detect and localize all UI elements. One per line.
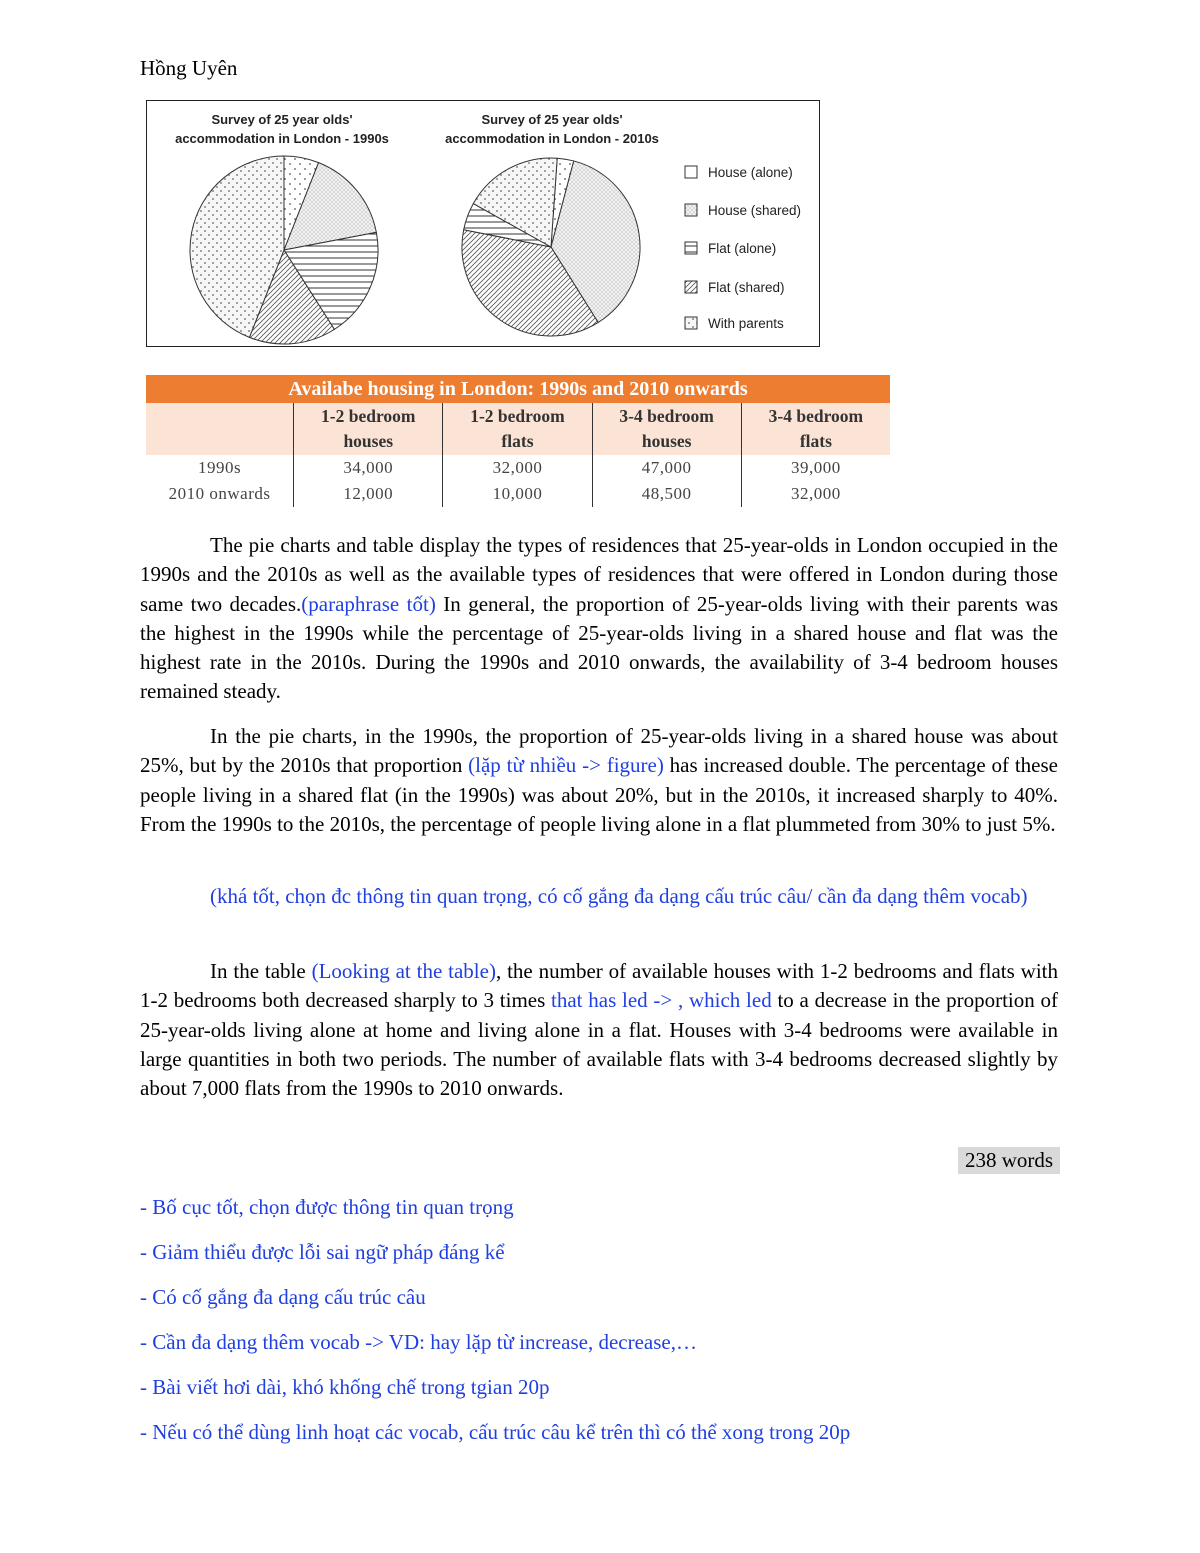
teacher-note: (paraphrase tốt) (301, 591, 436, 616)
table-header: 1-2 bedroom flats (443, 403, 592, 455)
pie-chart-2010s (462, 158, 640, 336)
table-cell: 47,000 (592, 455, 741, 481)
teacher-feedback: (khá tốt, chọn đc thông tin quan trọng, có cố gắng đa dạng cấu trúc câu/ cần đa dạng thêm vocab) (210, 884, 1028, 908)
legend-swatch-house-alone (685, 166, 697, 178)
essay-paragraph-3: In the table (Looking at the table), the number of available houses with 1-2 bedrooms and flats with 1-2 bedrooms both decreased sharply to 3 times that has led -> , which led to a decrease in the proportion of 25-year-olds living alone at home and living alone in a flat. Houses with 3-4 bedrooms were available in large quantities in both two periods. The number of available flats with 3-4 bedrooms decreased slightly by about 7,000 flats from the 1990s to 2010 onwards. (140, 959, 1058, 1101)
row-label: 1990s (198, 458, 242, 477)
legend-swatch-flat-alone (685, 242, 697, 254)
table-cell: 10,000 (443, 481, 592, 507)
table-row (146, 455, 890, 481)
table-cell: 32,000 (741, 481, 890, 507)
teacher-notes-list (140, 1190, 850, 1460)
legend-label: Flat (shared) (708, 280, 785, 295)
table-header: 3-4 bedroom houses (592, 403, 741, 455)
pie-chart-1990s (190, 156, 378, 344)
table-cell: 39,000 (741, 455, 890, 481)
table-cell: 12,000 (294, 481, 443, 507)
list-item: - Nếu có thể dùng linh hoạt các vocab, cấu trúc câu kể trên thì có thể xong trong 20p (140, 1420, 851, 1444)
legend-label: With parents (708, 316, 784, 331)
teacher-note: (lặp từ nhiều -> figure) (468, 753, 664, 778)
legend-label: Flat (alone) (708, 241, 777, 256)
table-row (146, 481, 890, 507)
list-item: - Bài viết hơi dài, khó khống chế trong tgian 20p (140, 1375, 550, 1399)
table-cell: 48,500 (592, 481, 741, 507)
pie2-title-line1: Survey of 25 year olds' (481, 112, 623, 127)
legend-label: House (alone) (708, 165, 793, 180)
word-count-badge: 238 words (958, 1147, 1060, 1174)
chart-legend (685, 165, 801, 331)
table-caption: Availabe housing in London: 1990s and 2010 onwards (146, 375, 890, 403)
list-item: - Cần đa dạng thêm vocab -> VD: hay lặp từ increase, decrease,… (140, 1330, 697, 1354)
pie1-title-line1: Survey of 25 year olds' (211, 112, 353, 127)
legend-swatch-house-shared (685, 204, 697, 216)
legend-swatch-with-parents (685, 317, 697, 329)
table-header: 3-4 bedroom flats (741, 403, 890, 455)
table-cell: 34,000 (294, 455, 443, 481)
list-item: - Có cố gắng đa dạng cấu trúc câu (140, 1285, 426, 1309)
essay-paragraph-1: The pie charts and table display the types of residences that 25-year-olds in London occupied in the 1990s and the 2010s as well as the available types of residences that were offered in London during those same two decades.(paraphrase tốt) In general, the proportion of 25-year-olds living with their parents was the highest in the 1990s while the percentage of 25-year-olds living in a shared house and flat was the highest rate in the 2010s. During the 1990s and 2010 onwards, the availability of 3-4 bedroom houses remained steady. (140, 533, 1058, 704)
table-header-blank (146, 403, 294, 455)
pie2-title-line2: accommodation in London - 2010s (445, 131, 659, 146)
teacher-note: (Looking at the table) (311, 959, 496, 983)
pie1-title-line2: accommodation in London - 1990s (175, 131, 389, 146)
row-label: 2010 onwards (168, 484, 271, 503)
legend-swatch-flat-shared (685, 281, 697, 293)
list-item: - Giảm thiểu được lỗi sai ngữ pháp đáng kể (140, 1240, 505, 1264)
housing-table (146, 375, 890, 507)
pie-charts-figure (146, 100, 820, 347)
essay-paragraph-2: In the pie charts, in the 1990s, the proportion of 25-year-olds living in a shared house was about 25%, but by the 2010s that proportion (lặp từ nhiều -> figure) has increased double. The percentage of these people living in a shared flat (in the 1990s) was about 20%, but in the 2010s, it increased sharply to 40%. From the 1990s to the 2010s, the percentage of people living alone in a flat plummeted from 30% to just 5%. (140, 724, 1058, 836)
table-header: 1-2 bedroom houses (294, 403, 443, 455)
author-name: Hồng Uyên (140, 56, 238, 80)
legend-label: House (shared) (708, 203, 802, 218)
teacher-note: that has led -> , which led (551, 988, 772, 1013)
pie-charts-svg (147, 101, 821, 348)
list-item: - Bố cục tốt, chọn được thông tin quan trọng (140, 1195, 514, 1219)
table-cell: 32,000 (443, 455, 592, 481)
